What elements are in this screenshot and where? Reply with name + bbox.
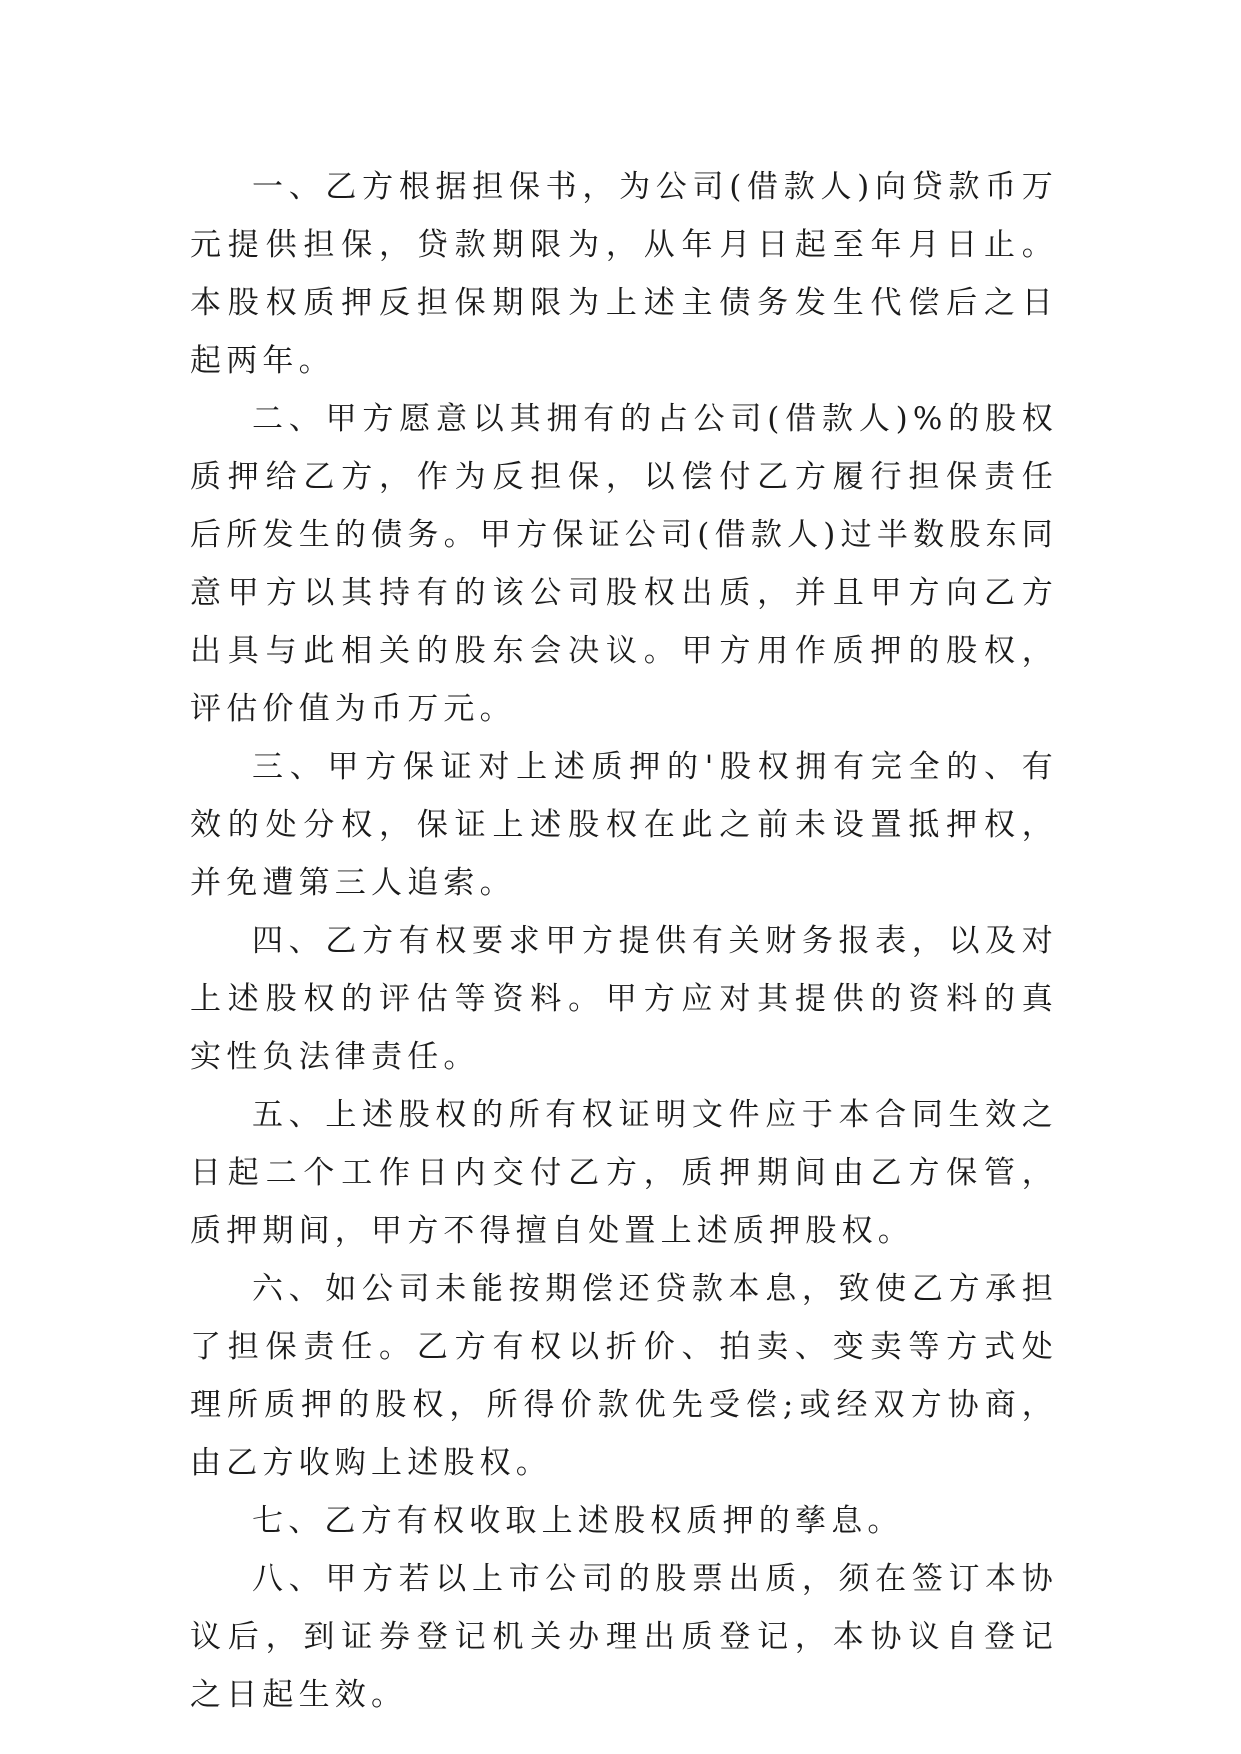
clause-4: 四、乙方有权要求甲方提供有关财务报表，以及对上述股权的评估等资料。甲方应对其提供的资料的真实性负法律责任。: [190, 923, 1058, 1075]
clause-1: 一、乙方根据担保书，为公司(借款人)向贷款币万元提供担保，贷款期限为，从年月日起至年月日止。本股权质押反担保期限为上述主债务发生代偿后之日起两年。: [190, 169, 1058, 379]
clause-3: 三、甲方保证对上述质押的'股权拥有完全的、有效的处分权，保证上述股权在此之前未设置抵押权，并免遭第三人追索。: [190, 749, 1058, 901]
clause-7: 七、乙方有权收取上述股权质押的孳息。: [252, 1503, 904, 1539]
document-body: [190, 158, 1058, 1724]
clause-6: 六、如公司未能按期偿还贷款本息，致使乙方承担了担保责任。乙方有权以折价、拍卖、变卖等方式处理所质押的股权，所得价款优先受偿;或经双方协商，由乙方收购上述股权。: [190, 1271, 1058, 1481]
clause-8: 八、甲方若以上市公司的股票出质，须在签订本协议后，到证券登记机关办理出质登记，本协议自登记之日起生效。: [190, 1561, 1058, 1713]
clause-5: 五、上述股权的所有权证明文件应于本合同生效之日起二个工作日内交付乙方，质押期间由乙方保管，质押期间，甲方不得擅自处置上述质押股权。: [190, 1097, 1058, 1249]
clause-2: 二、甲方愿意以其拥有的占公司(借款人)%的股权质押给乙方，作为反担保，以偿付乙方履行担保责任后所发生的债务。甲方保证公司(借款人)过半数股东同意甲方以其持有的该公司股权出质，并且甲方向乙方出具与此相关的股东会决议。甲方用作质押的股权，评估价值为币万元。: [190, 401, 1058, 727]
